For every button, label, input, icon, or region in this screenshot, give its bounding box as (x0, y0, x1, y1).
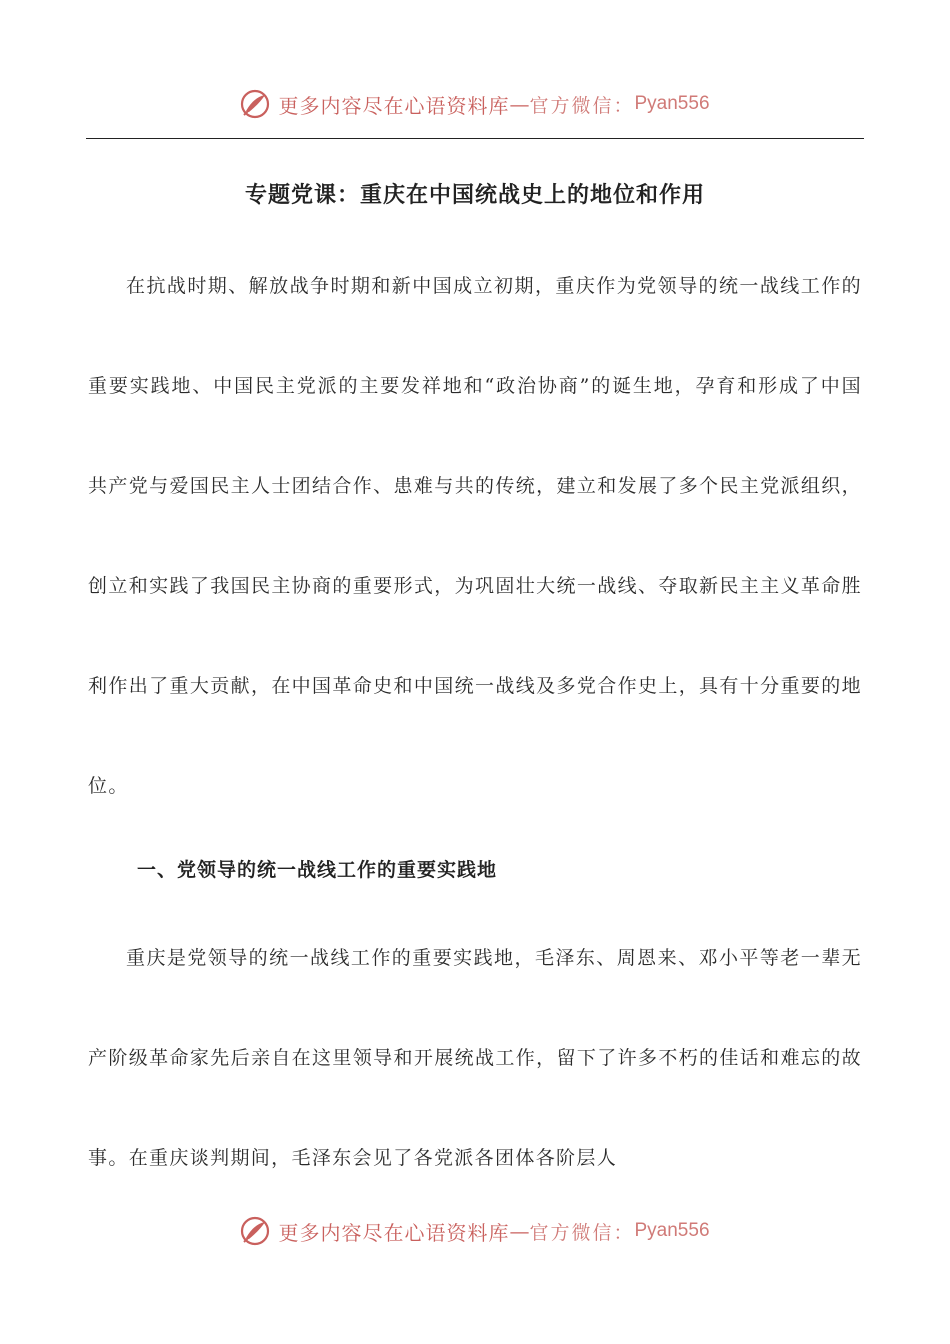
wechat-id: Pyan556 (634, 1220, 710, 1241)
intro-paragraph: 在抗战时期、解放战争时期和新中国成立初期，重庆作为党领导的统一战线工作的重要实践地、中国民主党派的主要发祥地和“政治协商”的诞生地，孕育和形成了中国共产党与爱国民主人士团结合作、患难与共的传统，建立和发展了多个民主党派组织，创立和实践了我国民主协商的重要形式，为巩固壮大统一战线、夺取新民主主义革命胜利作出了重大贡献，在中国革命史和中国统一战线及多党合作史上，具有十分重要的地位。 (88, 275, 862, 797)
section-1-paragraph: 重庆是党领导的统一战线工作的重要实践地，毛泽东、周恩来、邓小平等老一辈无产阶级革命家先后亲自在这里领导和开展统战工作，留下了许多不朽的佳话和难忘的故事。在重庆谈判期间，毛泽东会见了各党派各团体各阶层人 (88, 947, 862, 1169)
pen-logo-icon (240, 89, 270, 119)
separator: — (509, 1219, 530, 1243)
intro-body (88, 236, 862, 836)
section-1-body (88, 908, 862, 1208)
wechat-id: Pyan556 (634, 93, 710, 114)
document-title: 专题党课：重庆在中国统战史上的地位和作用 (244, 183, 705, 208)
header-banner (0, 84, 950, 124)
separator: — (509, 92, 530, 116)
wechat-label: 官方微信： (529, 1221, 635, 1244)
section-1-heading: 一、党领导的统一战线工作的重要实践地 (137, 859, 498, 881)
brand-text: 更多内容尽在心语资料库 (278, 93, 510, 118)
wechat-label: 官方微信： (529, 94, 635, 117)
brand-text: 更多内容尽在心语资料库 (278, 1220, 510, 1245)
footer-banner (0, 1211, 950, 1251)
pen-logo-icon (240, 1216, 270, 1246)
header-divider (86, 138, 864, 139)
